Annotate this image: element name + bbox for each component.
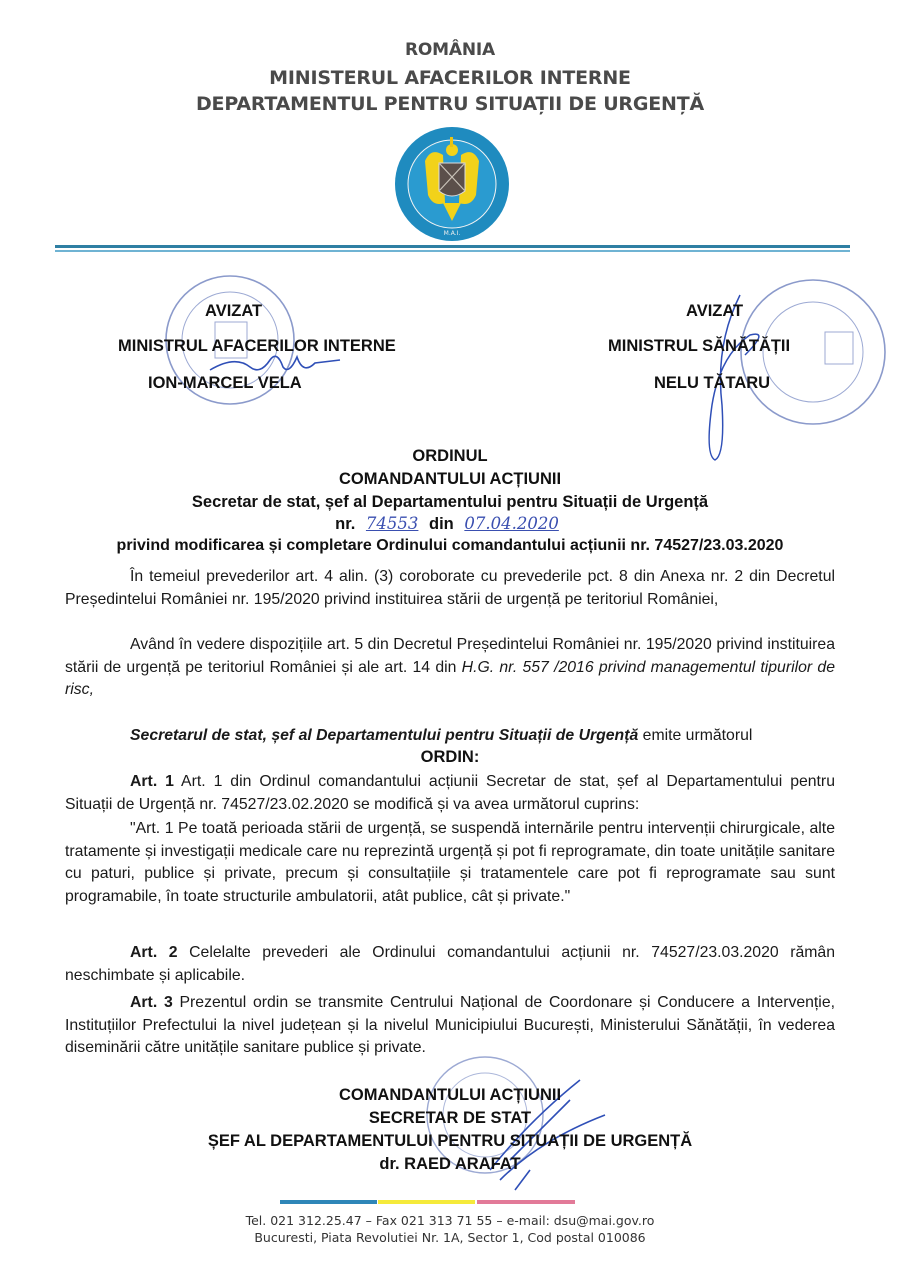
dsu-emblem-icon [373, 125, 531, 243]
order-number-value: 74553 [365, 514, 419, 533]
article-1 [65, 771, 835, 816]
article-3-text: Prezentul ordin se transmite Centrului Național de Coordonare și Conducere a Intervenție, Instituțiilor Prefectului la nivel județean și la nivelul Municipiului București, Ministerului Sănătății, în vederea diseminării către unitățile sanitare publice și private. [65, 994, 835, 1056]
signature-line-2: SECRETAR DE STAT [368, 1109, 532, 1127]
order-issuer: Secretar de stat, șef al Departamentului pentru Situații de Urgență [191, 493, 709, 511]
mai-approval-label: AVIZAT [205, 302, 263, 320]
header-country: ROMÂNIA [405, 40, 495, 60]
footer-contact: Tel. 021 312.25.47 – Fax 021 313 71 55 – e-mail: dsu@mai.gov.ro [245, 1213, 655, 1228]
health-approval-role: MINISTRUL SĂNĂTĂȚII [608, 337, 791, 355]
preamble-paragraph-2 [65, 634, 835, 702]
svg-text:M.A.I.: M.A.I. [443, 230, 461, 237]
order-number-line [0, 514, 900, 534]
footer-bar-blue [280, 1200, 377, 1204]
order-number-label: nr. [335, 515, 356, 533]
mai-approval-role: MINISTRUL AFACERILOR INTERNE [118, 337, 396, 355]
article-2-label: Art. 2 [130, 944, 178, 961]
preamble-2-text: Având în vedere dispozițiile art. 5 din Decretul Președintelui României nr. 195/2020 privind instituirea stării de urgență pe teritoriul României și ale art. 14 din [65, 636, 835, 676]
ordin-heading: ORDIN: [420, 748, 480, 766]
issuer-statement [65, 725, 835, 748]
footer-bar-red [477, 1200, 575, 1204]
header-divider-light [55, 250, 850, 252]
order-date-value: 07.04.2020 [464, 514, 559, 533]
footer-bar-yellow [378, 1200, 475, 1204]
signature-name: dr. RAED ARAFAT [379, 1155, 521, 1173]
issuer-statement-text: emite următorul [638, 727, 753, 744]
article-1-quote: "Art. 1 Pe toată perioada stării de urgență, se suspendă internările pentru intervenții chirurgicale, alte tratamente și investigații medicale care nu reprezintă urgență și pot fi reprogramate, din toate unitățile sanitare cu paturi, publice și private, precum și consultațiile și tratamentele care pot fi reprogramate sau sunt programabile, în toate structurile ambulatorii, atât publice, cât și private." [65, 820, 835, 905]
order-title: ORDINUL [412, 447, 488, 465]
signature-line-3: ȘEF AL DEPARTAMENTULUI PENTRU SITUAȚII DE URGENȚĂ [207, 1132, 693, 1150]
health-approval-name: NELU TĂTARU [654, 374, 771, 392]
order-subject: privind modificarea și completare Ordinului comandantului acțiunii nr. 74527/23.03.2020 [116, 537, 784, 554]
article-1-text: Art. 1 din Ordinul comandantului acțiunii Secretar de stat, șef al Departamentului pentru Situații de Urgență nr. 74527/23.02.2020 se modifică și va avea următorul cuprins: [65, 773, 835, 813]
header-ministry: MINISTERUL AFACERILOR INTERNE [269, 67, 631, 89]
footer-address: Bucuresti, Piata Revolutiei Nr. 1A, Sector 1, Cod postal 010086 [254, 1230, 646, 1245]
signature-line-1: COMANDANTULUI ACȚIUNII [338, 1086, 562, 1104]
article-2 [65, 942, 835, 987]
preamble-2-italic: H.G. nr. 557 /2016 privind managementul tipurilor de risc, [65, 658, 835, 698]
mai-approval-name: ION-MARCEL VELA [148, 374, 302, 392]
order-subtitle: COMANDANTULUI ACȚIUNII [338, 470, 562, 488]
article-3-label: Art. 3 [130, 994, 173, 1011]
order-date-label: din [429, 515, 454, 533]
preamble-paragraph-1: În temeiul prevederilor art. 4 alin. (3) coroborate cu prevederile pct. 8 din Anexa nr. 2 din Decretul Președintelui României nr. 195/2020 privind instituirea stării de urgență pe teritoriul României, [65, 568, 835, 608]
header-divider [55, 245, 850, 248]
article-1-label: Art. 1 [130, 773, 174, 790]
article-2-text: Celelalte prevederi ale Ordinului comandantului acțiunii nr. 74527/23.03.2020 rămân neschimbate și aplicabile. [65, 944, 835, 984]
header-department: DEPARTAMENTUL PENTRU SITUAȚII DE URGENȚĂ [195, 93, 704, 115]
issuer-statement-bold: Secretarul de stat, șef al Departamentului pentru Situații de Urgență [130, 727, 639, 744]
health-approval-label: AVIZAT [686, 302, 744, 320]
